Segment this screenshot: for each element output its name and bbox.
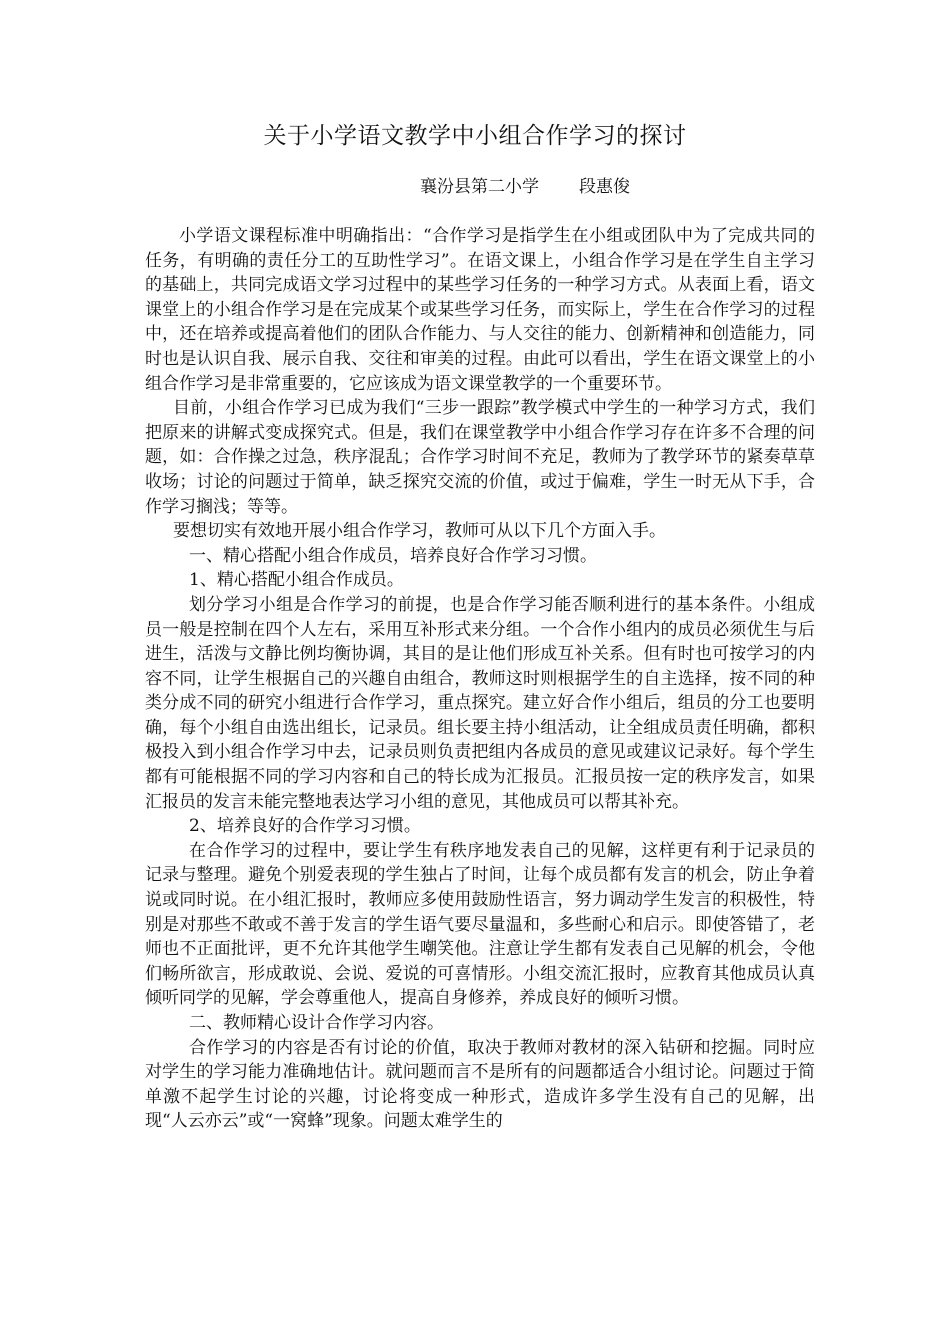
subsection-heading: 2、培养良好的合作学习习惯。 xyxy=(189,816,421,837)
paragraph: 合作学习的内容是否有讨论的价值，取决于教师对教材的深入钻研和挖掘。同时应对学生的学习能力准确地估计。就问题而言不是所有的问题都适合小组讨论。问题过于简单激不起学生讨论的兴趣，讨论将变成一种形式，造成许多学生没有自己的见解，出现“人云亦云”或“一窝蜂”现象。问题太难学生的 xyxy=(145,1037,815,1132)
document-title: 关于小学语文教学中小组合作学习的探讨 xyxy=(263,123,687,149)
author-line xyxy=(420,174,630,200)
paragraph: 目前，小组合作学习已成为我们“三步一跟踪”教学模式中学生的一种学习方式，我们把原来的讲解式变成探究式。但是，我们在课堂教学中小组合作学习存在许多不合理的问题，如：合作操之过急，秩序混乱；合作学习时间不充足，教师为了教学环节的紧奏草草收场；讨论的问题过于简单，缺乏探究交流的价值，或过于偏难，学生一时无从下手，合作学习搁浅；等等。 xyxy=(145,398,815,517)
subsection-heading: 1、精心搭配小组合作成员。 xyxy=(189,570,404,591)
author-name: 段惠俊 xyxy=(579,177,630,197)
section-heading: 二、教师精心设计合作学习内容。 xyxy=(189,1013,444,1033)
paragraph: 要想切实有效地开展小组合作学习，教师可从以下几个方面入手。 xyxy=(173,521,666,542)
school-name: 襄汾县第二小学 xyxy=(420,177,539,197)
section-heading: 一、精心搭配小组合作成员，培养良好合作学习习惯。 xyxy=(189,545,597,566)
paragraph: 划分学习小组是合作学习的前提，也是合作学习能否顺利进行的基本条件。小组成员一般是控制在四个人左右，采用互补形式来分组。一个合作小组内的成员必须优生与后进生，活泼与文静比例均衡协调，其目的是让他们形成互补关系。但有时也可按学习的内容不同，让学生根据自己的兴趣自由组合，教师这时则根据学生的自主选择，按不同的种类分成不同的研究小组进行合作学习，重点探究。建立好合作小组后，组员的分工也要明确，每个小组自由选出组长，记录员。组长要主持小组活动，让全组成员责任明确，都积极投入到小组合作学习中去，记录员则负责把组内各成员的意见或建议记录好。每个学生都有可能根据不同的学习内容和自己的特长成为汇报员。汇报员按一定的秩序发言，如果汇报员的发言未能完整地表达学习小组的意见，其他成员可以帮其补充。 xyxy=(145,594,815,812)
paragraph: 小学语文课程标准中明确指出：“合作学习是指学生在小组或团队中为了完成共同的任务，有明确的责任分工的互助性学习”。在语文课上，小组合作学习是在学生自主学习的基础上，共同完成语文学习过程中的某些学习任务的一种学习方式。从表面上看，语文课堂上的小组合作学习是在完成某个或某些学习任务，而实际上，学生在合作学习的过程中，还在培养或提高着他们的团队合作能力、与人交往的能力、创新精神和创造能力，同时也是认识自我、展示自我、交往和审美的过程。由此可以看出，学生在语文课堂上的小组合作学习是非常重要的，它应该成为语文课堂教学的一个重要环节。 xyxy=(145,226,815,394)
paragraph: 在合作学习的过程中，要让学生有秩序地发表自己的见解，这样更有利于记录员的记录与整理。避免个别爱表现的学生独占了时间，让每个成员都有发言的机会，防止争着说或同时说。在小组汇报时，教师应多使用鼓励性语言，努力调动学生发言的积极性，特别是对那些不敢或不善于发言的学生语气要尽量温和，多些耐心和启示。即使答错了，老师也不正面批评，更不允许其他学生嘲笑他。注意让学生都有发表自己见解的机会，令他们畅所欲言，形成敢说、会说、爱说的可喜情形。小组交流汇报时，应教育其他成员认真倾听同学的见解，学会尊重他人，提高自身修养，养成良好的倾听习惯。 xyxy=(145,840,815,1009)
document-body xyxy=(145,224,815,1134)
